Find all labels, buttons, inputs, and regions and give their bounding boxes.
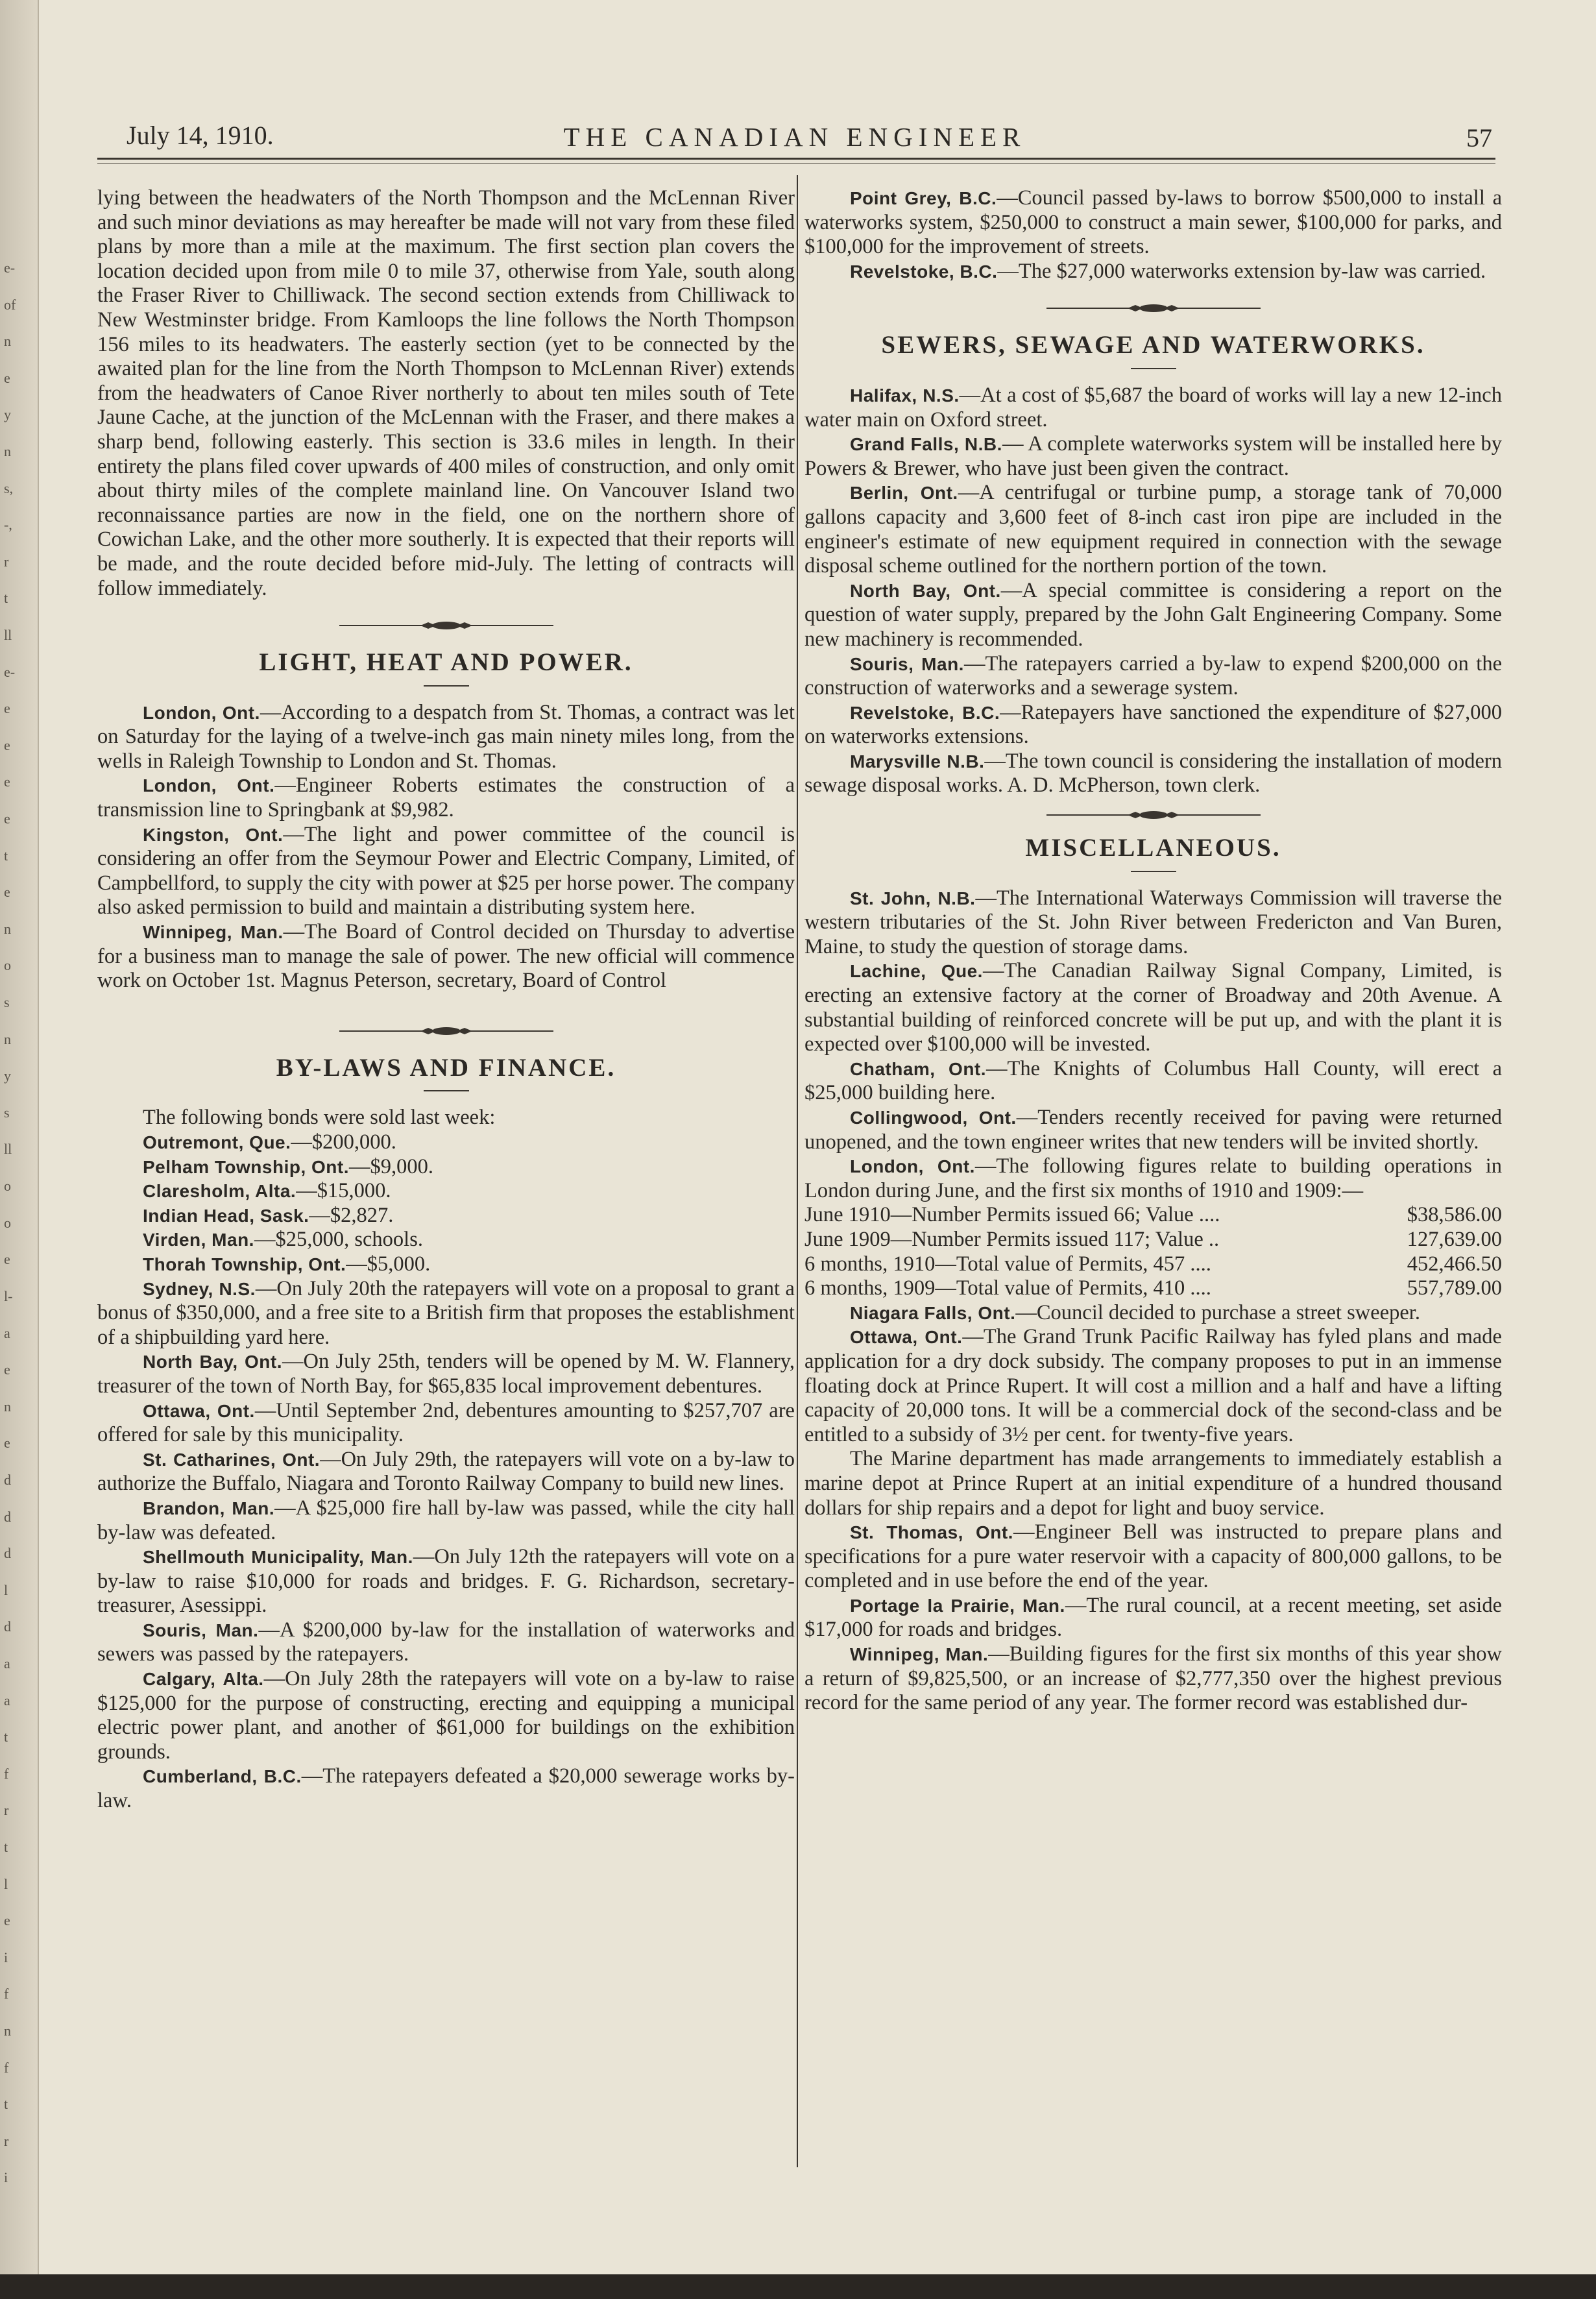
item-text: —The ratepayers carried a by-law to expend $200,000 on the construction of waterworks and a sewerage system.	[804, 651, 1502, 700]
gutter-fragment: n	[4, 333, 11, 350]
item-text: —Ratepayers have sanctioned the expenditure of $27,000 on waterworks extensions.	[804, 700, 1502, 749]
item-text: —A centrifugal or turbine pump, a storage tank of 70,000 gallons capacity and 3,600 feet of 8-inch cast iron pipe are included in the engineer's estimate of new equipment required in connection with the sewage disposal scheme outlined for the northern portion of the town.	[804, 481, 1502, 578]
place-lead: Outremont, Que.	[143, 1132, 291, 1152]
heading-rule	[1131, 871, 1176, 872]
news-item	[97, 1496, 795, 1545]
bond-item	[97, 1204, 795, 1228]
place-lead: Thorah Township, Ont.	[143, 1254, 346, 1274]
news-item	[804, 1520, 1502, 1594]
item-text: —Engineer Bell was instructed to prepare plans and specifications for a pure water reservoir with a capacity of 800,000 gallons, to be completed and in use before the end of the year.	[804, 1520, 1502, 1593]
news-item	[97, 1667, 795, 1764]
intro-paragraph: lying between the headwaters of the North Thompson and the McLennan River and such minor deviations as may hereafter be made will not vary from these filed plans by more than a mile at the maximum. The first section plan covers the location decided upon from mile 0 to mile 37, otherwise from Yale, south along the Fraser River to Chilliwack. The second section extends from Chilliwack to New Westminster bridge. From Kamloops the line follows the North Thompson 156 miles to its headwaters. The easterly section (yet to be connected by the awaited plan for the line from the North Thompson to McLennan River) extends from the headwaters of Canoe River northerly to about ten miles south of Tete Jaune Cache, at the junction of the McLennan with the Fraser, and there makes a sharp bend, following easterly. This section is 33.6 miles in length. In their entirety the plans filed cover upwards of 400 miles of construction, and only omit about thirty miles of the complete mainland line. On Vancouver Island two reconnaissance parties are now in the field, one on the northern shore of Cowichan Lake, and the other more southerly. It is expected that their reports will be made, and the route decided before mid-July. The letting of contracts will follow immediately.	[97, 186, 795, 600]
permit-label: June 1910—Number Permits issued 66; Value ....	[804, 1203, 1220, 1227]
gutter-fragment: n	[4, 1030, 11, 1047]
news-item	[804, 481, 1502, 578]
heading-sewers-sewage-waterworks: SEWERS, SEWAGE AND WATERWORKS.	[881, 331, 1425, 359]
place-lead: London, Ont.	[143, 775, 275, 796]
gutter-fragment: e	[4, 1251, 10, 1268]
news-item	[804, 959, 1502, 1056]
news-item	[97, 701, 795, 774]
news-item	[97, 1448, 795, 1496]
right-column	[804, 186, 1502, 1716]
gutter-fragment: y	[4, 406, 11, 423]
news-item	[97, 920, 795, 993]
section-ornament	[339, 620, 553, 631]
permit-label: June 1909—Number Permits issued 117; Value ..	[804, 1227, 1220, 1251]
permit-label: 6 months, 1909—Total value of Permits, 410 ....	[804, 1276, 1211, 1300]
item-text: —$15,000.	[296, 1179, 391, 1203]
item-text: —The light and power committee of the council is considering an offer from the Seymour Power and Electric Company, Limited, of Campbellford, to supply the city with power at $25 per horse power. The company also asked permission to build and maintain a distributing system here.	[97, 822, 795, 919]
gutter-fragment: l	[4, 1581, 8, 1598]
item-text: —Engineer Roberts estimates the construction of a transmission line to Springbank at $9,982.	[97, 773, 795, 822]
gutter-fragment: e	[4, 1912, 10, 1929]
gutter-fragment: -,	[4, 517, 12, 533]
misc-items-2	[804, 1301, 1502, 1448]
gutter-fragment: l-	[4, 1287, 13, 1304]
place-lead: Winnipeg, Man.	[850, 1644, 989, 1665]
bond-list	[97, 1130, 795, 1277]
gutter-fragment: d	[4, 1618, 11, 1635]
item-text: —A special committee is considering a report on the question of water supply, prepared by the John Galt Engineering Company. Some new machinery is recommended.	[804, 578, 1503, 651]
place-lead: Point Grey, B.C.	[850, 188, 997, 208]
news-item	[804, 749, 1502, 798]
permit-row	[804, 1203, 1502, 1228]
item-text: —Council passed by-laws to borrow $500,000 to install a waterworks system, $250,000 to construct a main sewer, $100,000 for parks, and $100,000 for the improvement of streets.	[804, 186, 1502, 259]
bonds-intro: The following bonds were sold last week:	[143, 1106, 496, 1130]
misc-items	[804, 886, 1502, 1204]
item-text: —The Canadian Railway Signal Company, Limited, is erecting an extensive factory at the corner of Broadway and 20th Avenue. A substantial building of reinforced concrete will be put up, and with the plant it is expected over $100,000 will be invested.	[804, 959, 1502, 1056]
gutter-fragment: o	[4, 1178, 11, 1195]
place-lead: Kingston, Ont.	[143, 824, 284, 845]
gutter-fragment: ll	[4, 627, 12, 644]
place-lead: St. Catharines, Ont.	[143, 1449, 320, 1470]
gutter-fragment: e	[4, 773, 10, 790]
gutter-fragment: o	[4, 1214, 11, 1231]
place-lead: Grand Falls, N.B.	[850, 434, 1002, 455]
item-text: —The International Waterways Commission will traverse the western tributaries of the St. John River between Fredericton and Van Buren, Maine, to study the question of storage dams.	[804, 886, 1502, 958]
news-item	[804, 432, 1502, 481]
section-ornament	[1046, 810, 1261, 820]
gutter-fragment: s,	[4, 480, 14, 496]
gutter-fragment: f	[4, 1986, 9, 2002]
heading-rule	[424, 685, 469, 687]
gutter-fragment: e	[4, 700, 10, 717]
header-date: July 14, 1910.	[127, 121, 274, 150]
news-item	[804, 1301, 1502, 1326]
page-number: 57	[1466, 123, 1492, 152]
gutter-fragment: a	[4, 1324, 10, 1341]
item-text: —On July 12th the ratepayers will vote on a by-law to raise $10,000 for roads and bridges. F. G. Richardson, secretary-treasurer, Asessippi.	[97, 1545, 795, 1618]
section-ornament	[339, 1026, 553, 1036]
item-text: —The Knights of Columbus Hall County, will erect a $25,000 building here.	[804, 1056, 1502, 1105]
place-lead: Winnipeg, Man.	[143, 922, 284, 943]
gutter-fragment: t	[4, 1838, 8, 1855]
gutter-fragment: i	[4, 1949, 8, 1965]
gutter-fragment: e	[4, 369, 10, 386]
news-item	[804, 383, 1502, 432]
gutter-fragment: a	[4, 1655, 10, 1672]
gutter-fragment: d	[4, 1545, 11, 1562]
header-rule-thick	[97, 158, 1495, 160]
gutter-fragment: s	[4, 994, 10, 1011]
news-item	[97, 1350, 795, 1398]
item-text: —Tenders recently received for paving were returned unopened, and the town engineer writes that new tenders will be invited shortly.	[804, 1106, 1502, 1154]
heading-rule	[424, 1090, 469, 1091]
news-item	[804, 1154, 1502, 1203]
item-text: —Council decided to purchase a street sweeper.	[1015, 1300, 1420, 1324]
page-header	[97, 114, 1492, 159]
item-text: —$2,827.	[309, 1203, 394, 1227]
bond-item	[97, 1155, 795, 1180]
gutter-fragment: d	[4, 1508, 11, 1525]
gutter-fragment: r	[4, 553, 9, 570]
item-text: —The town council is considering the installation of modern sewage disposal works. A. D. McPherson, town clerk.	[804, 749, 1502, 797]
news-item	[97, 1618, 795, 1667]
gutter-fragment: r	[4, 2132, 9, 2149]
gutter-fragment: t	[4, 590, 8, 607]
item-text: —A $200,000 by-law for the installation of waterworks and sewers was passed by the ratepayers.	[97, 1618, 795, 1666]
gutter-fragment: d	[4, 1471, 11, 1488]
gutter-fragment: e	[4, 1435, 10, 1452]
item-text: —At a cost of $5,687 the board of works will lay a new 12-inch water main on Oxford street.	[804, 383, 1502, 432]
bond-item	[97, 1228, 795, 1252]
gutter-fragment: l	[4, 1875, 8, 1892]
gutter-fragment: n	[4, 1398, 11, 1415]
gutter-fragment: f	[4, 2059, 9, 2076]
news-item	[804, 886, 1502, 960]
section-ornament	[1046, 303, 1261, 313]
gutter-fragment: of	[4, 296, 16, 313]
place-lead: Lachine, Que.	[850, 961, 983, 982]
item-text: —$5,000.	[346, 1252, 431, 1276]
news-item	[804, 652, 1502, 701]
news-item	[97, 1545, 795, 1618]
gutter-fragment: r	[4, 1802, 9, 1819]
place-lead: North Bay, Ont.	[850, 580, 1001, 601]
place-lead: Ottawa, Ont.	[143, 1400, 255, 1421]
permit-value: 452,466.50	[1407, 1252, 1502, 1276]
item-text: —Building figures for the first six months of this year show a return of $9,825,500, or an increase of $2,777,350 over the highest previous record for the same period of any year. The former record was established dur-	[804, 1642, 1502, 1715]
gutter-fragment: e-	[4, 663, 16, 680]
journal-title: THE CANADIAN ENGINEER	[563, 122, 1026, 152]
permit-value: 557,789.00	[1407, 1276, 1502, 1300]
heading-miscellaneous: MISCELLANEOUS.	[1025, 834, 1281, 862]
place-lead: Ottawa, Ont.	[850, 1327, 963, 1348]
news-item	[804, 1642, 1502, 1716]
item-text: —The following figures relate to building operations in London during June, and the first six months of 1910 and 1909:—	[804, 1154, 1502, 1202]
gutter-fragment: o	[4, 957, 11, 974]
permit-row	[804, 1252, 1502, 1277]
permit-row	[804, 1276, 1502, 1301]
heading-light-heat-power: LIGHT, HEAT AND POWER.	[259, 648, 633, 677]
place-lead: Revelstoke, B.C.	[850, 702, 1000, 723]
place-lead: Sydney, N.S.	[143, 1278, 256, 1299]
gutter-fragment: n	[4, 443, 11, 460]
place-lead: Berlin, Ont.	[850, 483, 958, 504]
gutter-fragment: s	[4, 1104, 10, 1121]
item-text: —On July 28th the ratepayers will vote on a by-law to raise $125,000 for the purpose of constructing, erecting and equipping a municipal electric power plant, and another of $61,000 for buildings on the exhibition grounds.	[97, 1667, 795, 1764]
item-text: —Until September 2nd, debentures amounting to $257,707 are offered for sale by this municipality.	[97, 1398, 795, 1447]
item-text: —On July 29th, the ratepayers will vote on a by-law to authorize the Buffalo, Niagara and Toronto Railway Company to build new lines.	[97, 1447, 795, 1496]
lhp-items	[97, 701, 795, 993]
item-text: —The Grand Trunk Pacific Railway has fyled plans and made application for a dry dock subsidy. The company proposes to put in an immense floating dock at Prince Rupert. It will cost a million and a half and have a lifting capacity of 20,000 tons. It will be a commercial dock of the second-class and be entitled to a subsidy of 3½ per cent. for twenty-five years.	[804, 1325, 1502, 1446]
place-lead: Chatham, Ont.	[850, 1058, 987, 1079]
gutter-fragment: f	[4, 1765, 9, 1782]
permit-label: 6 months, 1910—Total value of Permits, 457 ....	[804, 1252, 1211, 1276]
right-top-items	[804, 186, 1502, 284]
gutter-fragment: e-	[4, 260, 16, 276]
bond-item	[97, 1179, 795, 1204]
place-lead: London, Ont.	[850, 1156, 975, 1177]
item-text: —The rural council, at a recent meeting, set aside $17,000 for roads and bridges.	[804, 1593, 1502, 1642]
place-lead: Cumberland, B.C.	[143, 1766, 302, 1787]
news-item	[804, 260, 1502, 284]
left-column	[97, 186, 795, 1814]
byl-items	[97, 1277, 795, 1814]
bond-item	[97, 1252, 795, 1277]
news-item	[97, 1399, 795, 1448]
place-lead: Pelham Township, Ont.	[143, 1156, 349, 1177]
place-lead: St. Thomas, Ont.	[850, 1522, 1013, 1543]
place-lead: Revelstoke, B.C.	[850, 261, 998, 282]
place-lead: Halifax, N.S.	[850, 385, 960, 406]
misc-items-3	[804, 1520, 1502, 1716]
news-item	[97, 773, 795, 822]
bond-item	[97, 1130, 795, 1155]
news-item	[804, 1057, 1502, 1106]
news-item	[804, 701, 1502, 749]
news-item	[804, 579, 1502, 652]
permit-table	[804, 1203, 1502, 1300]
marine-paragraph: The Marine department has made arrangements to immediately establish a marine depot at Prince Rupert at an initial expenditure of a hundred thousand dollars for ship repairs and a depot for light and buoy service.	[804, 1447, 1502, 1520]
item-text: —The Board of Control decided on Thursday to advertise for a business man to manage the sale of power. The new official will commence work on October 1st. Magnus Peterson, secretary, Board of Control	[97, 920, 795, 993]
gutter-fragment: t	[4, 2096, 8, 2113]
news-item	[97, 823, 795, 920]
place-lead: London, Ont.	[143, 702, 260, 723]
place-lead: North Bay, Ont.	[143, 1352, 283, 1372]
gutter-fragment: n	[4, 2022, 11, 2039]
news-item	[804, 1106, 1502, 1154]
place-lead: Souris, Man.	[850, 653, 964, 674]
news-item	[804, 1594, 1502, 1642]
news-item	[804, 1325, 1502, 1447]
place-lead: Souris, Man.	[143, 1620, 259, 1640]
ssw-items	[804, 383, 1502, 798]
permit-value: $38,586.00	[1407, 1203, 1502, 1227]
item-text: —$25,000, schools.	[254, 1228, 423, 1252]
item-text: —A $25,000 fire hall by-law was passed, while the city hall by-law was defeated.	[97, 1496, 795, 1544]
news-item	[97, 1764, 795, 1813]
place-lead: Marysville N.B.	[850, 751, 985, 772]
place-lead: Niagara Falls, Ont.	[850, 1302, 1016, 1323]
gutter-fragment: e	[4, 810, 10, 827]
item-text: —The ratepayers defeated a $20,000 sewerage works by-law.	[97, 1764, 795, 1813]
place-lead: Indian Head, Sask.	[143, 1205, 309, 1226]
permit-value: 127,639.00	[1407, 1227, 1502, 1251]
gutter-fragment: ll	[4, 1141, 12, 1158]
gutter-fragment: e	[4, 736, 10, 753]
item-text: —$200,000.	[291, 1130, 396, 1154]
gutter-fragment: t	[4, 1729, 8, 1746]
gutter-fragment: n	[4, 920, 11, 937]
place-lead: Brandon, Man.	[143, 1498, 275, 1518]
item-text: — A complete waterworks system will be installed here by Powers & Brewer, who have just been given the contract.	[804, 432, 1502, 480]
scan-bottom-edge	[0, 2274, 1596, 2299]
item-text: —According to a despatch from St. Thomas, a contract was let on Saturday for the laying of a twelve-inch gas main ninety miles long, from the wells in Raleigh Township to London and St. Thomas.	[97, 700, 795, 773]
place-lead: Claresholm, Alta.	[143, 1181, 296, 1202]
heading-rule	[1131, 368, 1176, 369]
place-lead: Calgary, Alta.	[143, 1669, 264, 1690]
place-lead: Shellmouth Municipality, Man.	[143, 1547, 413, 1568]
gutter-fragment: a	[4, 1692, 10, 1709]
gutter-fragment: e	[4, 884, 10, 901]
gutter-fragment: e	[4, 1361, 10, 1378]
column-divider	[797, 175, 798, 2167]
news-item	[97, 1277, 795, 1350]
place-lead: Virden, Man.	[143, 1230, 254, 1250]
place-lead: Collingwood, Ont.	[850, 1108, 1017, 1128]
gutter-fragment: t	[4, 847, 8, 864]
place-lead: Portage la Prairie, Man.	[850, 1595, 1065, 1616]
gutter-fragment: y	[4, 1067, 11, 1084]
place-lead: St. John, N.B.	[850, 888, 976, 908]
item-text: —The $27,000 waterworks extension by-law was carried.	[997, 259, 1486, 283]
news-item	[804, 186, 1502, 260]
page-gutter	[0, 0, 39, 2299]
item-text: —$9,000.	[349, 1154, 433, 1178]
item-text: —On July 20th the ratepayers will vote on a proposal to grant a bonus of $350,000, and a free site to a British firm that proposes the establishment of a shipbuilding yard here.	[97, 1276, 795, 1349]
gutter-fragment: i	[4, 2169, 8, 2186]
permit-row	[804, 1228, 1502, 1252]
item-text: —On July 25th, tenders will be opened by M. W. Flannery, treasurer of the town of North Bay, for $65,835 local improvement debentures.	[97, 1350, 795, 1398]
heading-bylaws-finance: BY-LAWS AND FINANCE.	[276, 1053, 616, 1082]
